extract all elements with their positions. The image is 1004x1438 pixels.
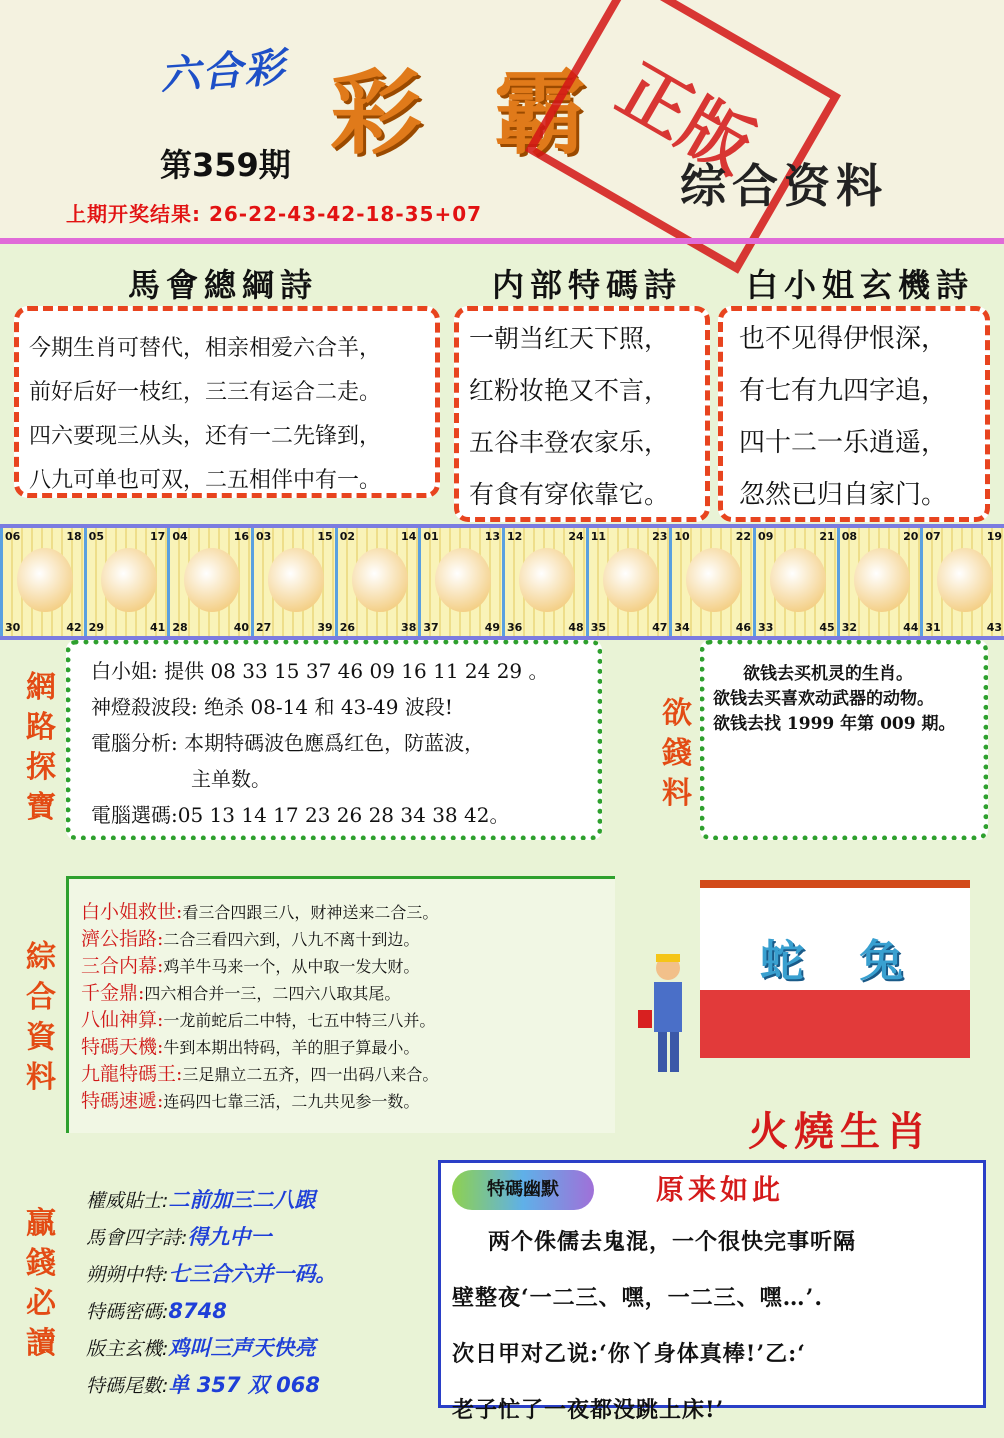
joke-line: 次日甲对乙说:‘你丫身体真棒!’乙:‘: [452, 1341, 806, 1367]
monkey-icon: [686, 548, 742, 612]
zodiac-cell: [0, 528, 84, 636]
comprehensive-value: 四六相合并一三，二四六八取其尾。: [144, 984, 401, 1003]
last-result: [66, 198, 482, 227]
zodiac-number: 10: [674, 530, 690, 543]
last-result-value: 26-22-43-42-18-35+07: [208, 202, 483, 226]
zodiac-number: 07: [925, 530, 941, 543]
zodiac-number: 26: [339, 621, 355, 634]
zodiac-number: 44: [903, 621, 919, 634]
pig-icon: [937, 548, 993, 612]
dragon-icon: [352, 548, 408, 612]
zodiac-number: 47: [652, 621, 668, 634]
zodiac-cell: [920, 528, 1004, 636]
zodiac-number: 38: [401, 621, 417, 634]
banner-text: 蛇 兔: [760, 936, 924, 987]
zodiac-number: 16: [233, 530, 250, 543]
zodiac-number: 11: [590, 530, 607, 543]
comprehensive-row: [81, 980, 438, 1007]
horse-icon: [519, 548, 575, 612]
network-line: 主单数。: [91, 767, 271, 791]
dog-icon: [854, 548, 910, 612]
network-label: 網路探寶: [26, 670, 56, 825]
winning-row: [86, 1219, 336, 1256]
tiger-icon: [184, 548, 240, 612]
zodiac-cell: [586, 528, 670, 636]
zodiac-number: 46: [735, 621, 752, 634]
zodiac-number: 13: [484, 530, 501, 543]
winning-value: 得九中一: [187, 1225, 272, 1249]
winning-row: [86, 1182, 336, 1219]
zodiac-cell: [418, 528, 502, 636]
zodiac-number: 48: [568, 621, 584, 634]
zodiac-number: 28: [172, 621, 188, 634]
comprehensive-row: [81, 1088, 438, 1115]
poem-line: 忽然已归自家门。: [739, 480, 948, 510]
zodiac-cell: [167, 528, 251, 636]
zodiac-number: 42: [66, 621, 82, 634]
comprehensive-value: 牛到本期出特码，羊的胆子算最小。: [163, 1038, 420, 1057]
winning-value: 二前加三二八跟: [168, 1188, 316, 1212]
network-line: 神燈殺波段: 绝杀 08-14 和 43-49 波段!: [91, 695, 453, 719]
poem-line: 五谷丰登农家乐，: [469, 428, 670, 457]
winning-key: 朔朔中特:: [86, 1264, 169, 1286]
zodiac-number: 06: [5, 530, 21, 543]
comprehensive-row: [81, 1034, 438, 1061]
qian-line: 欲钱去找 1999 年第 009 期。: [713, 714, 956, 734]
winning-key: 權威貼士:: [86, 1190, 169, 1212]
zodiac-number: 05: [88, 530, 104, 543]
comprehensive-value: 看三合四跟三八，财神送来二合三。: [182, 903, 439, 922]
joke-line: 两个侏儒去鬼混，一个很快完事听隔: [488, 1229, 857, 1255]
goat-icon: [603, 548, 659, 612]
zodiac-number: 24: [568, 530, 584, 543]
winning-value: 七三合六并一码。: [168, 1262, 337, 1286]
comprehensive-row: [81, 899, 438, 926]
poem-line: 前好后好一枝红，三三有运合二走。: [29, 380, 382, 405]
winning-key: 版主玄機:: [86, 1338, 169, 1360]
issue-number: 第359期: [160, 146, 291, 184]
comprehensive-key: 三合内幕:: [81, 955, 164, 977]
poem-line: 一朝当红天下照，: [469, 324, 670, 353]
zodiac-number: 39: [317, 621, 333, 634]
zodiac-number: 23: [652, 530, 668, 543]
brand-small-logo: 六合彩: [158, 44, 288, 100]
winning-label: 贏錢必讀: [26, 1206, 56, 1361]
zodiac-number: 36: [507, 621, 523, 634]
zodiac-number: 04: [172, 530, 188, 543]
zodiac-number: 27: [256, 621, 272, 634]
poem-title-3: 白小姐玄機詩: [746, 266, 975, 304]
zodiac-number: 37: [423, 621, 439, 634]
zodiac-number: 41: [150, 621, 166, 634]
poem-line: 四十二一乐逍遥，: [739, 428, 948, 458]
zodiac-number: 20: [903, 530, 919, 543]
poem-box-1: [14, 306, 440, 498]
zodiac-number: 21: [819, 530, 835, 543]
network-line: 電腦分析: 本期特碼波色應爲红色，防蓝波，: [91, 731, 485, 755]
zodiac-number: 01: [423, 530, 439, 543]
last-result-label: 上期开奖结果:: [66, 202, 201, 226]
zodiac-number: 14: [401, 530, 417, 543]
comprehensive-key: 特碼速遞:: [81, 1090, 164, 1112]
zodiac-strip: [0, 524, 1004, 640]
poem-box-3: [718, 306, 990, 522]
zodiac-cell: [84, 528, 168, 636]
ox-icon: [101, 548, 157, 612]
winning-value: 单 357 双 068: [168, 1373, 321, 1397]
comprehensive-value: 二合三看四六到，八九不离十到边。: [163, 930, 420, 949]
comprehensive-key: 特碼天機:: [81, 1036, 164, 1058]
zodiac-number: 22: [735, 530, 752, 543]
winning-key: 特碼密碼:: [86, 1301, 169, 1323]
comprehensive-row: [81, 1061, 438, 1088]
zodiac-number: 08: [841, 530, 858, 543]
fire-zodiac-title: 火燒生肖: [748, 1108, 932, 1155]
poem-line: 八九可单也可双，二五相伴中有一。: [29, 468, 382, 493]
poem-line: 也不见得伊恨深，: [739, 324, 948, 354]
winning-list: [86, 1182, 336, 1404]
network-line: 電腦選碼:05 13 14 17 23 26 28 34 38 42。: [91, 803, 510, 827]
comprehensive-value: 三足鼎立二五齐，四一出码八来合。: [182, 1065, 439, 1084]
qian-line: 欲钱去买机灵的生肖。: [743, 664, 913, 684]
winning-value: 8748: [168, 1299, 227, 1323]
winning-value: 鸡叫三声天快亮: [168, 1336, 316, 1360]
qian-box: [700, 640, 988, 840]
qian-line: 欲钱去买喜欢动武器的动物。: [713, 689, 934, 709]
joke-title: 原来如此: [656, 1173, 785, 1206]
subtitle: 综合资料: [680, 159, 888, 213]
winning-row: [86, 1256, 336, 1293]
comprehensive-value: 连码四七靠三活，二九共见参一数。: [163, 1092, 420, 1111]
network-line: 白小姐: 提供 08 33 15 37 46 09 16 11 24 29 。: [91, 659, 549, 683]
zodiac-number: 15: [317, 530, 333, 543]
winning-key: 特碼尾數:: [86, 1375, 169, 1397]
poem-line: 四六要现三从头，还有一二先锋到，: [29, 424, 382, 449]
zodiac-number: 12: [507, 530, 523, 543]
zodiac-number: 35: [590, 621, 607, 634]
header-divider: [0, 238, 1004, 244]
qian-label: 欲錢料: [662, 696, 692, 811]
comprehensive-value: 鸡羊牛马来一个，从中取一发大财。: [163, 957, 420, 976]
poem-line: 红粉妆艳又不言，: [469, 376, 670, 405]
comprehensive-row: [81, 953, 438, 980]
zodiac-number: 40: [233, 621, 250, 634]
poem-line: 今期生肖可替代，相亲相爱六合羊，: [29, 336, 382, 361]
zodiac-number: 49: [484, 621, 501, 634]
zodiac-number: 45: [819, 621, 835, 634]
genuine-stamp: 正版: [525, 0, 841, 274]
poem-title-1: 馬會總綱詩: [128, 266, 319, 304]
rabbit-icon: [268, 548, 324, 612]
poem-box-2: [454, 306, 710, 522]
joke-pill: 特碼幽默: [452, 1170, 594, 1210]
snake-icon: [435, 548, 491, 612]
comprehensive-value: 一龙前蛇后二中特，七五中特三八并。: [163, 1011, 436, 1030]
zodiac-cell: [335, 528, 419, 636]
zodiac-number: 19: [986, 530, 1003, 543]
poem-title-2: 内部特碼詩: [492, 266, 683, 304]
zodiac-number: 17: [150, 530, 166, 543]
zodiac-cell: [753, 528, 837, 636]
winning-row: [86, 1293, 336, 1330]
comprehensive-key: 濟公指路:: [81, 928, 164, 950]
poem-line: 有七有九四字追，: [739, 376, 948, 406]
painter-icon: [632, 950, 702, 1080]
joke-line: 老子忙了一夜都没跳上床!’: [452, 1397, 725, 1423]
zodiac-number: 30: [5, 621, 21, 634]
winning-key: 馬會四字詩:: [86, 1227, 188, 1249]
zodiac-number: 09: [758, 530, 774, 543]
zodiac-number: 29: [88, 621, 104, 634]
rooster-icon: [770, 548, 826, 612]
comprehensive-key: 白小姐救世:: [81, 901, 183, 923]
zodiac-number: 18: [66, 530, 82, 543]
comprehensive-label: 綜合資料: [26, 940, 56, 1095]
zodiac-number: 31: [925, 621, 941, 634]
comprehensive-row: [81, 1007, 438, 1034]
zodiac-number: 34: [674, 621, 690, 634]
zodiac-number: 33: [758, 621, 774, 634]
comprehensive-row: [81, 926, 438, 953]
comprehensive-box: [66, 876, 615, 1133]
rat-icon: [17, 548, 73, 612]
zodiac-number: 32: [841, 621, 858, 634]
comprehensive-key: 九龍特碼王:: [81, 1063, 183, 1085]
zodiac-cell: [669, 528, 753, 636]
zodiac-cell: [502, 528, 586, 636]
zodiac-cell: [251, 528, 335, 636]
zodiac-number: 03: [256, 530, 272, 543]
winning-row: [86, 1367, 336, 1404]
comprehensive-key: 八仙神算:: [81, 1009, 164, 1031]
comprehensive-key: 千金鼎:: [81, 982, 145, 1004]
network-box: [66, 640, 602, 840]
zodiac-cell: [837, 528, 921, 636]
poem-line: 有食有穿依靠它。: [469, 480, 670, 509]
winning-row: [86, 1330, 336, 1367]
zodiac-number: 43: [986, 621, 1003, 634]
brand-title: 彩 霸: [330, 59, 607, 167]
joke-line: 壁整夜‘一二三、嘿，一二三、嘿…’.: [452, 1285, 823, 1311]
zodiac-number: 02: [339, 530, 355, 543]
